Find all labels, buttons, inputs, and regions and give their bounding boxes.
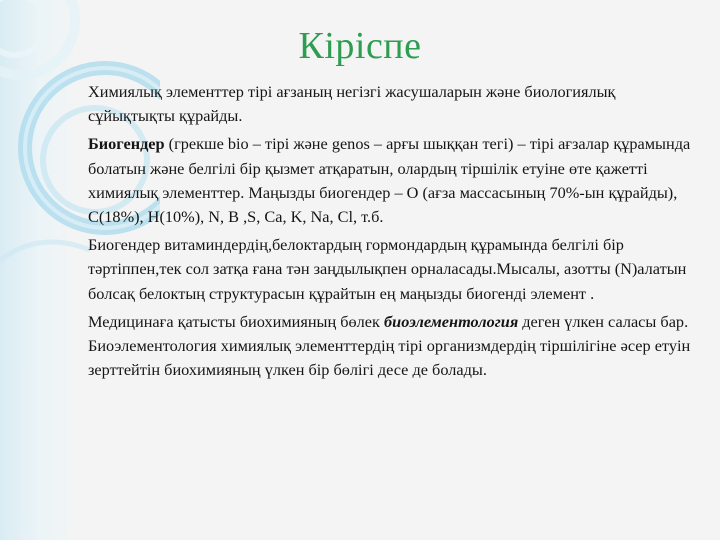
slide-body — [88, 80, 706, 386]
term-bioelementology: биоэлементология — [384, 311, 519, 331]
paragraph-3-text: Биогендер витаминдердің,белоктардың гормондардың құрамында белгілі бір тәртіппен,тек сол затқа ғана тән заңдылықпен орналасады.Мысалы, азотты (N)алатын болсақ белоктың структурасын құрайтын ең маңызды биогенді элемент . — [88, 235, 687, 303]
paragraph-2-text: (грекше bio – тірі және genos – арғы шыққан тегі) – тірі ағзалар құрамында болатын және белгілі бір қызмет атқаратын, олардың тіршілік етуіне өте қажетті химиялық элементтер. Маңызды биогендер – О (ағза массасының 70%-ын құрайды), С(18%), Н(10%), N, B ,S, Ca, K, Na, Cl, т.б. — [88, 134, 691, 227]
paragraph-4-text-after: деген үлкен саласы бар. Биоэлементология химиялық элементтердің тірі организмдердің тіршілігіне әсер етуін зерттейтін биохимияның үлкен бір бөлігі десе де болады. — [88, 311, 691, 380]
slide-title: Кіріспе — [298, 25, 422, 67]
paragraph-1 — [88, 80, 706, 128]
paragraph-4 — [88, 310, 706, 383]
paragraph-3 — [88, 233, 706, 306]
term-biogender: Биогендер — [88, 134, 165, 154]
paragraph-4-text-before: Медицинаға қатысты биохимияның бөлек — [88, 311, 385, 331]
paragraph-2 — [88, 132, 706, 229]
paragraph-1-text: Химиялық элементтер тірі ағзаның негізгі жасушаларын және биологиялық сұйықтықты құрайды. — [88, 82, 616, 126]
